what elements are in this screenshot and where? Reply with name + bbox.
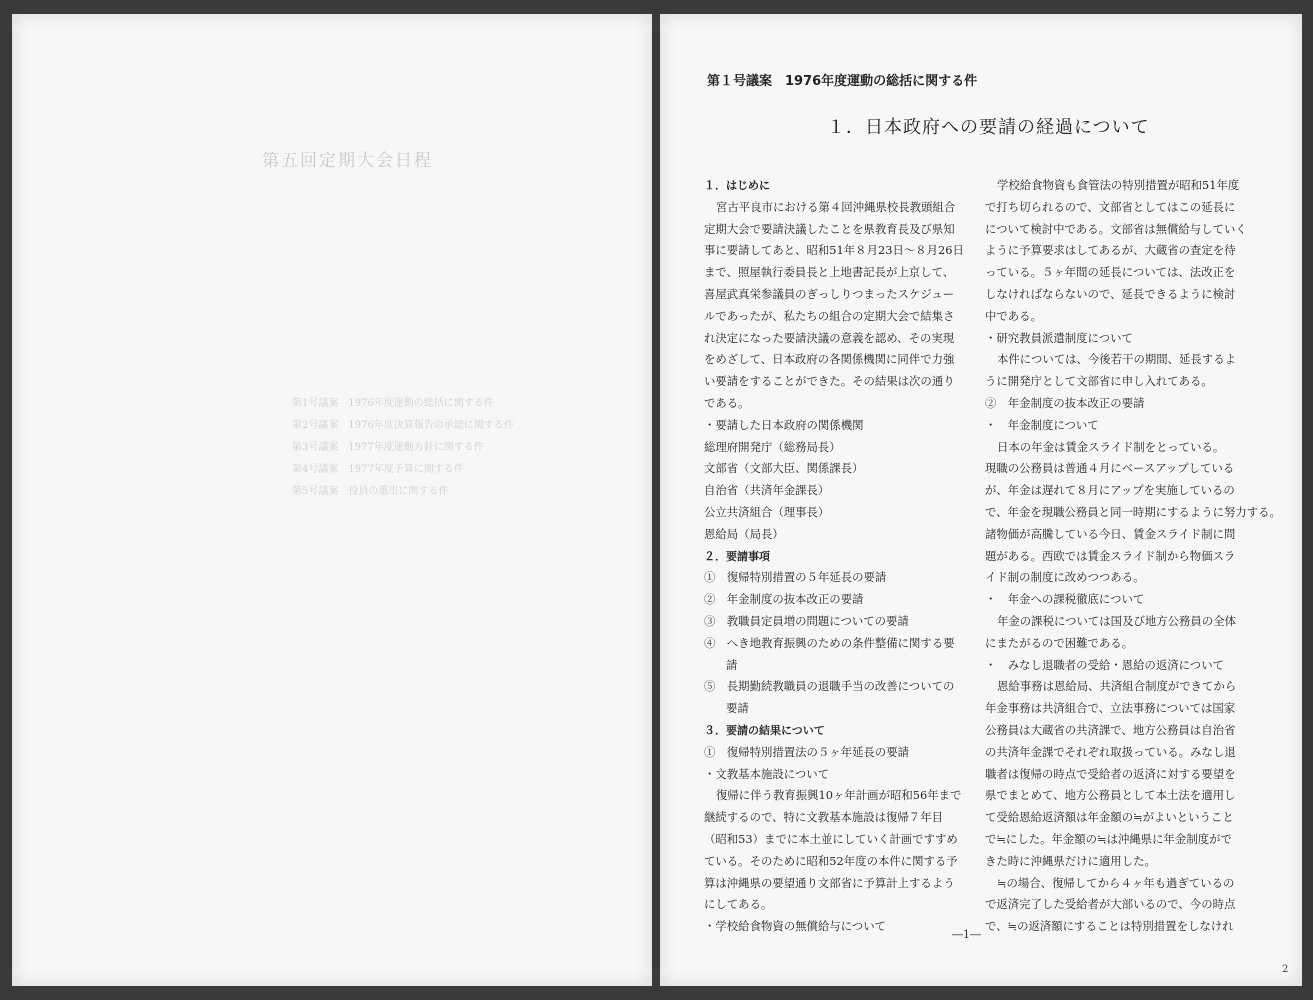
- text-line: 年金の課税については国及び地方公務員の全体: [997, 613, 1236, 628]
- agenda-header: 第１号議案 1976年度運動の総括に関する件: [707, 74, 978, 89]
- ghost-line: 第1号議案 1976年度運動の総括に関する件: [292, 398, 494, 409]
- text-line: っている。５ヶ年間の延長については、法改正を: [985, 265, 1236, 280]
- text-line: 文部省（文部大臣、関係課長）: [704, 461, 864, 476]
- text-line: 請: [726, 657, 738, 672]
- text-line: れ決定になった要請決議の意義を認め、その実現: [704, 330, 955, 345]
- page-number: ―1―: [952, 928, 981, 941]
- text-line: い要請をすることができた。その結果は次の通り: [704, 374, 955, 389]
- ghost-line: 第4号議案 1977年度予算に関する件: [292, 464, 464, 475]
- text-line: をめざして、日本政府の各関係機関に同伴で力強: [704, 352, 955, 367]
- text-line: 継続するので、特に文教基本施設は復帰７年目: [704, 810, 943, 825]
- text-line: 諸物価が高騰している今日、賃金スライド制に問: [985, 526, 1236, 541]
- text-line: ⑤ 長期勤続教職員の退職手当の改善についての: [704, 679, 955, 694]
- text-line: 題がある。西欧では賃金スライド制から物価スラ: [985, 548, 1236, 563]
- text-line: 要請: [726, 701, 749, 716]
- text-line: １．はじめに: [704, 179, 770, 192]
- text-line: ・研究教員派遣制度について: [985, 330, 1133, 345]
- text-line: で、≒の返済額にすることは特別措置をしなけれ: [985, 919, 1234, 934]
- text-line: ② 年金制度の抜本改正の要請: [985, 395, 1145, 410]
- text-line: ④ へき地教育振興のための条件整備に関する要: [704, 635, 955, 650]
- text-line: 総理府開発庁（総務局長）: [704, 439, 841, 454]
- text-line: 宮古平良市における第４回沖縄県校長教頭組合: [716, 199, 956, 214]
- text-line: ・要請した日本政府の関係機関: [704, 417, 864, 432]
- text-line: て受給恩給返済額は年金額の≒がよいということ: [985, 810, 1234, 825]
- text-line: 自治省（共済年金課長）: [704, 483, 830, 498]
- chapter-title: １．日本政府への要請の経過について: [827, 117, 1150, 138]
- text-line: について検討中である。文部省は無償給与していく: [985, 221, 1247, 236]
- text-line: で≒にした。年金額の≒は沖縄県に年金制度がで: [985, 831, 1232, 846]
- text-line: 職者は復帰の時点で受給者の返済に対する要望を: [985, 766, 1236, 781]
- text-line: ルであったが、私たちの組合の定期大会で結集さ: [704, 308, 955, 323]
- text-line: ① 復帰特別措置法の５ヶ年延長の要請: [704, 744, 910, 759]
- text-line: で返済完了した受給者が大部いるので、今の時点: [985, 897, 1236, 912]
- text-line: にまたがるので困難である。: [985, 635, 1134, 650]
- text-column-right: [985, 175, 1281, 938]
- text-line: の共済年金課でそれぞれ取扱っている。みなし退: [985, 744, 1236, 759]
- text-line: 恩給局（局長）: [704, 526, 784, 541]
- text-line: ≒の場合、復帰してから４ヶ年も過ぎているの: [997, 875, 1235, 890]
- text-line: しなければならないので、延長できるように検討: [985, 286, 1236, 301]
- text-line: 事に要請してあと、昭和51年８月23日～８月26日: [704, 243, 964, 258]
- text-line: にしてある。: [704, 897, 773, 912]
- left-page: [12, 14, 652, 986]
- text-line: 学校給食物資も食管法の特別措置が昭和51年度: [997, 178, 1240, 192]
- text-line: ２．要請事項: [704, 549, 770, 563]
- ghost-title: 第五回定期大会日程: [262, 151, 433, 171]
- text-line: で打ち切られるので、文部省としてはこの延長に: [985, 199, 1236, 214]
- text-line: 算は沖縄県の要望通り文部省に予算計上するよう: [704, 875, 955, 890]
- text-line: ③ 教職員定員増の問題についての要請: [704, 613, 909, 628]
- text-line: ・ 年金制度について: [985, 417, 1099, 432]
- text-line: ・文教基本施設について: [704, 766, 830, 781]
- text-line: 現職の公務員は普通４月にベースアップしている: [985, 461, 1235, 476]
- text-line: うに開発庁として文部省に申し入れてある。: [985, 374, 1213, 389]
- ghost-line: 第5号議案 役員の選出に関する件: [292, 486, 449, 497]
- text-line: ・学校給食物資の無償給与について: [704, 919, 887, 934]
- text-line: 定期大会で要請決議したことを県教育長及び県知: [704, 221, 955, 236]
- text-line: まで、照屋執行委員長と上地書記長が上京して、: [704, 265, 955, 280]
- text-line: ② 年金制度の抜本改正の要請: [704, 592, 864, 607]
- ghost-line: 第2号議案 1976年度決算報告の承認に関する件: [292, 420, 514, 431]
- text-line: 中である。: [985, 308, 1042, 323]
- text-line: が、年金は遅れて８月にアップを実施しているの: [985, 483, 1235, 498]
- ghost-line: 第3号議案 1977年度運動方針に関する件: [292, 442, 484, 453]
- text-line: 喜屋武真栄参議員のぎっしりつまったスケジュー: [704, 286, 955, 301]
- text-line: である。: [704, 395, 750, 410]
- text-line: 年金事務は共済組合で、立法事務については国家: [985, 701, 1236, 716]
- text-line: ・ 年金への課税徹底について: [985, 592, 1145, 607]
- text-column-left: [704, 175, 972, 938]
- text-line: 日本の年金は賃金スライド制をとっている。: [997, 439, 1225, 454]
- text-line: ように予算要求はしてあるが、大蔵省の査定を待: [985, 243, 1236, 258]
- text-line: 恩給事務は恩給局、共済組合制度ができてから: [997, 679, 1237, 694]
- text-line: 公立共済組合（理事長）: [704, 504, 830, 519]
- text-line: ている。そのために昭和52年度の本件に関する予: [704, 853, 958, 868]
- text-line: で、年金を現職公務員と同一時期にするように努力する。: [985, 504, 1281, 519]
- text-line: 復帰に伴う教育振興10ヶ年計画が昭和56年まで: [716, 788, 962, 803]
- text-line: イド制の制度に改めつつある。: [985, 570, 1145, 585]
- corner-number: 2: [1282, 964, 1289, 975]
- text-line: 県でまとめて、地方公務員として本土法を適用し: [985, 788, 1236, 803]
- text-line: ・ みなし退職者の受給・恩給の返済について: [985, 657, 1224, 672]
- text-line: 本件については、今後若干の期間、延長するよ: [997, 352, 1236, 367]
- text-line: ３．要請の結果について: [704, 723, 825, 737]
- text-line: （昭和53）までに本土並にしていく計画ですすめ: [704, 831, 958, 846]
- text-line: 公務員は大蔵省の共済課で、地方公務員は自治省: [985, 722, 1236, 737]
- text-line: ① 復帰特別措置の５年延長の要請: [704, 570, 887, 585]
- text-line: きた時に沖縄県だけに適用した。: [985, 853, 1156, 868]
